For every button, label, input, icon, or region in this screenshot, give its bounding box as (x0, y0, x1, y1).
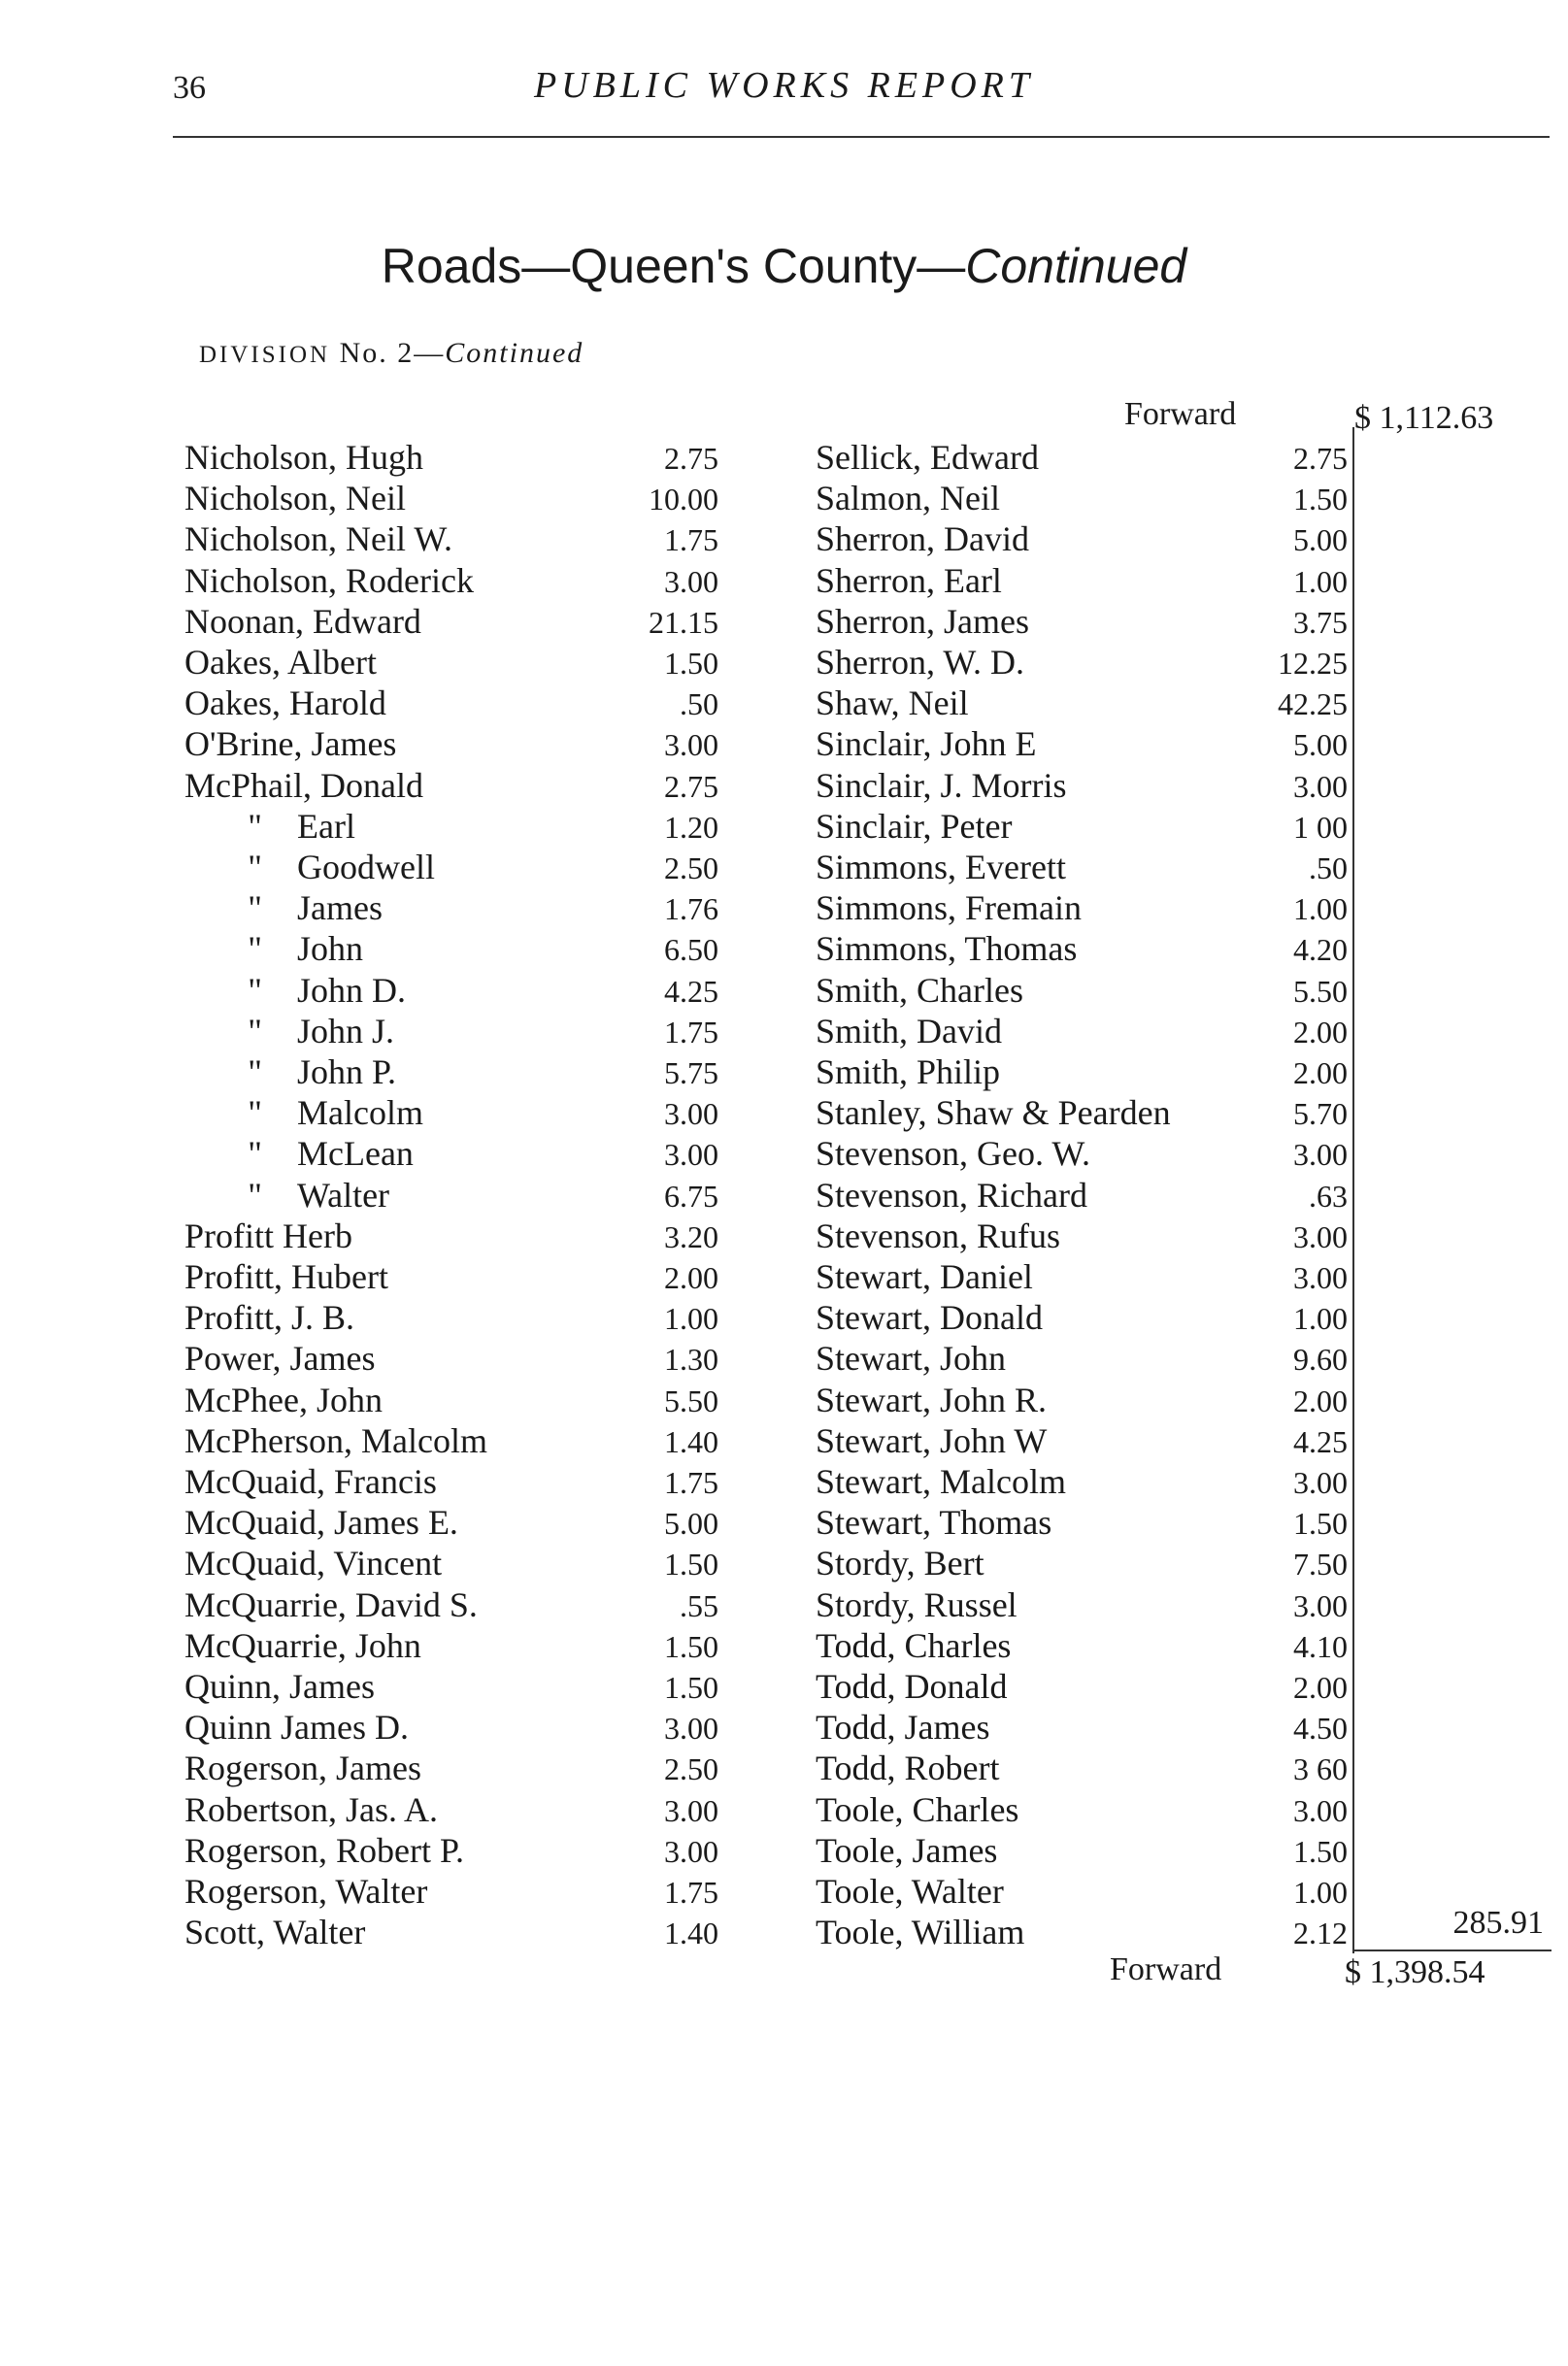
left-entry-name-text: Rogerson, Robert P. (184, 1830, 464, 1870)
left-entry-name (184, 1133, 414, 1174)
left-entry-name-text: Walter (297, 1175, 390, 1215)
left-entry-amount: 4.25 (664, 973, 718, 1009)
left-entry-amount: 6.75 (664, 1178, 718, 1214)
right-entry-amount: 3.00 (1293, 1260, 1348, 1295)
left-entry-name (184, 1380, 383, 1420)
ditto-mark: " (248, 1134, 262, 1174)
right-entry-name: Smith, David (816, 1011, 1003, 1050)
left-entry-name-text: John (297, 929, 364, 969)
ditto-mark: " (248, 929, 262, 969)
left-entry-amount: 3.00 (664, 1833, 718, 1869)
left-entry-amount: 6.50 (664, 932, 718, 968)
left-entry-name-text: Nicholson, Neil W. (184, 519, 452, 559)
left-entry-name (184, 765, 423, 806)
right-entry-name: Todd, Charles (816, 1625, 1012, 1665)
left-entry-name-text: Nicholson, Neil (184, 479, 406, 518)
left-entry-name (184, 683, 386, 723)
right-entry-amount: 2.75 (1293, 441, 1348, 476)
right-entry-amount: 7.50 (1293, 1547, 1348, 1583)
left-entry-name (184, 1502, 458, 1543)
right-entry-name: Stewart, Malcolm (816, 1462, 1066, 1501)
right-entry-amount: 1.00 (1293, 1301, 1348, 1337)
right-entry-name: Stevenson, Geo. W. (816, 1134, 1090, 1174)
left-entry-name-text: James (297, 888, 383, 928)
right-entry-name: Stevenson, Rufus (816, 1216, 1060, 1255)
left-entry-amount: 2.75 (664, 768, 718, 804)
right-entry-amount: .63 (1309, 1178, 1348, 1214)
right-entry-amount: 5.00 (1293, 727, 1348, 763)
right-entry-name: Stewart, John R. (816, 1380, 1047, 1419)
right-entry-amount: .50 (1309, 850, 1348, 885)
right-entry-amount: 9.60 (1293, 1342, 1348, 1378)
right-entry-amount: 3 60 (1293, 1751, 1348, 1787)
left-entry-name-text: Rogerson, Walter (184, 1872, 428, 1911)
right-entry-amount: 3.00 (1293, 1137, 1348, 1173)
left-entry-amount: 3.00 (664, 1711, 718, 1747)
left-entry-name (184, 1216, 352, 1256)
right-entry-amount: 4.25 (1293, 1423, 1348, 1459)
left-entry-name-text: McQuaid, James E. (184, 1503, 458, 1543)
left-entry-name (184, 1707, 409, 1748)
right-entry-name: Stewart, John W (816, 1420, 1048, 1460)
left-entry-amount: 1.00 (664, 1301, 718, 1337)
right-entry-amount: 1.00 (1293, 1875, 1348, 1910)
left-entry-amount: 3.20 (664, 1218, 718, 1254)
left-entry-name-text: McQuarrie, John (184, 1625, 421, 1665)
left-entry-amount: 2.00 (664, 1260, 718, 1295)
right-entry-amount: 4.10 (1293, 1628, 1348, 1664)
left-entry-name-text: Noonan, Edward (184, 601, 421, 641)
left-entry-name-text: Scott, Walter (184, 1913, 366, 1952)
left-entry-amount: 3.00 (664, 1096, 718, 1132)
left-entry-amount: 5.75 (664, 1055, 718, 1090)
right-entry-name: Toole, Charles (816, 1789, 1019, 1829)
left-entry-name-text: Nicholson, Roderick (184, 560, 474, 600)
left-entry-name-text: John P. (297, 1052, 397, 1091)
left-entry-name-text: Rogerson, James (184, 1749, 421, 1788)
left-entry-name (184, 1789, 438, 1830)
right-entry-name: Toole, James (816, 1830, 998, 1870)
page-number: 36 (173, 70, 206, 106)
ditto-mark: " (248, 806, 262, 846)
left-entry-name-text: McQuarrie, David S. (184, 1584, 478, 1624)
left-entry-amount: 21.15 (649, 604, 718, 640)
right-entry-name: Smith, Philip (816, 1052, 1001, 1091)
left-entry-name (184, 1584, 478, 1625)
left-entry-name-text: John D. (297, 970, 407, 1010)
section-title-text: Roads—Queen's County— (381, 239, 966, 293)
subtotal-rule (1352, 1949, 1551, 1951)
left-entry-name (184, 1912, 365, 1952)
left-entry-name-text: McPhail, Donald (184, 765, 423, 805)
forward-top-amount: $ 1,112.63 (1354, 400, 1494, 436)
left-entry-name (184, 601, 421, 642)
left-entry-name (184, 642, 377, 683)
right-entry-name: Stewart, Thomas (816, 1503, 1052, 1543)
left-entry-name-text: Profitt, Hubert (184, 1257, 388, 1296)
left-entry-amount: 3.00 (664, 1792, 718, 1828)
left-entry-amount: 1.20 (664, 809, 718, 845)
ditto-mark: " (248, 970, 262, 1010)
right-entry-name: Sinclair, J. Morris (816, 765, 1067, 805)
right-entry-name: Stevenson, Richard (816, 1175, 1087, 1215)
division-word: DIVISION (199, 342, 331, 368)
left-entry-name-text: Quinn James D. (184, 1708, 409, 1748)
right-entry-amount: 1.50 (1293, 1833, 1348, 1869)
right-entry-name: Sherron, W. D. (816, 643, 1024, 682)
left-entry-name-text: Oakes, Harold (184, 683, 386, 723)
left-entry-amount: 1.50 (664, 1628, 718, 1664)
left-entry-name-text: Nicholson, Hugh (184, 438, 423, 477)
right-entry-name: Sherron, Earl (816, 560, 1002, 600)
left-entry-name-text: O'Brine, James (184, 724, 397, 764)
right-entry-name: Salmon, Neil (816, 479, 1000, 518)
left-entry-name (184, 970, 406, 1011)
left-entry-name (184, 437, 423, 478)
right-entry-amount: 5.50 (1293, 973, 1348, 1009)
right-entry-name: Stewart, John (816, 1339, 1006, 1379)
totals-column-rule (1352, 427, 1354, 1953)
right-entry-name: Sherron, James (816, 601, 1029, 641)
left-entry-amount: 3.00 (664, 727, 718, 763)
left-entry-name (184, 1256, 388, 1297)
section-title (0, 238, 1568, 294)
right-entry-amount: 1 00 (1293, 809, 1348, 845)
right-entry-name: Stewart, Daniel (816, 1257, 1033, 1296)
division-label (199, 337, 584, 370)
right-entry-name: Stordy, Bert (816, 1544, 984, 1583)
right-entry-amount: 2.12 (1293, 1916, 1348, 1951)
left-entry-name-text: John J. (297, 1011, 395, 1050)
right-entry-name: Toole, William (816, 1913, 1025, 1952)
left-entry-name (184, 518, 452, 559)
left-entry-amount: 1.50 (664, 646, 718, 681)
left-entry-amount: 2.75 (664, 441, 718, 476)
right-entry-amount: 1.00 (1293, 563, 1348, 599)
left-entry-name (184, 1011, 394, 1051)
right-entry-amount: 4.50 (1293, 1711, 1348, 1747)
left-entry-name (184, 1830, 464, 1871)
right-entry-name: Stordy, Russel (816, 1584, 1018, 1624)
left-entry-name-text: Profitt, J. B. (184, 1298, 355, 1338)
right-entry-name: Simmons, Fremain (816, 888, 1083, 928)
left-entry-name (184, 1748, 421, 1788)
right-entry-name: Todd, James (816, 1708, 990, 1748)
left-entry-amount: 1.50 (664, 1670, 718, 1705)
left-entry-name (184, 478, 406, 518)
left-entry-amount: 1.50 (664, 1547, 718, 1583)
left-entry-name-text: McPhee, John (184, 1380, 383, 1419)
right-entry-amount: 5.70 (1293, 1096, 1348, 1132)
right-entry-amount: 3.75 (1293, 604, 1348, 640)
right-entry-amount: 42.25 (1278, 686, 1348, 722)
right-entry-name: Stewart, Donald (816, 1298, 1043, 1338)
running-header: PUBLIC WORKS REPORT (533, 65, 1035, 106)
left-entry-name (184, 847, 435, 887)
left-entry-name (184, 806, 355, 847)
ditto-mark: " (248, 1052, 262, 1091)
left-entry-amount: 3.00 (664, 563, 718, 599)
subtotal-amount: 285.91 (1452, 1905, 1544, 1941)
left-entry-name (184, 928, 363, 969)
left-entry-name-text: McLean (297, 1134, 414, 1174)
right-entry-name: Todd, Donald (816, 1667, 1008, 1706)
left-entry-name-text: Goodwell (297, 848, 435, 886)
right-entry-amount: 3.00 (1293, 1792, 1348, 1828)
right-entry-name: Sherron, David (816, 519, 1029, 559)
right-entry-amount: 3.00 (1293, 1218, 1348, 1254)
left-entry-amount: 1.40 (664, 1423, 718, 1459)
left-entry-amount: 2.50 (664, 850, 718, 885)
left-entry-name (184, 560, 474, 601)
left-entry-amount: 1.30 (664, 1342, 718, 1378)
right-entry-amount: 1.50 (1293, 1506, 1348, 1542)
left-entry-name-text: McPherson, Malcolm (184, 1420, 487, 1460)
left-entry-amount: 1.75 (664, 1014, 718, 1050)
left-entry-name-text: Malcolm (297, 1093, 423, 1133)
left-entry-name (184, 1461, 437, 1502)
left-entry-amount: .55 (680, 1587, 718, 1623)
forward-bottom-label: Forward (1110, 1951, 1222, 1987)
left-entry-name (184, 1051, 396, 1092)
right-entry-name: Sellick, Edward (816, 438, 1039, 477)
left-entry-amount: 5.00 (664, 1506, 718, 1542)
right-entry-name: Shaw, Neil (816, 683, 969, 723)
right-entry-name: Toole, Walter (816, 1872, 1004, 1911)
left-entry-name (184, 1338, 376, 1379)
right-entry-name: Sinclair, John E (816, 724, 1037, 764)
left-entry-amount: 1.75 (664, 1875, 718, 1910)
left-entry-name (184, 1420, 487, 1461)
left-entry-amount: 2.50 (664, 1751, 718, 1787)
left-entry-name (184, 887, 383, 928)
right-entry-amount: 2.00 (1293, 1055, 1348, 1090)
left-entry-amount: 1.75 (664, 1465, 718, 1500)
ditto-mark: " (248, 1011, 262, 1050)
left-entry-name (184, 1543, 442, 1583)
right-entry-amount: 5.00 (1293, 522, 1348, 558)
right-entry-name: Todd, Robert (816, 1749, 1000, 1788)
right-entry-name: Smith, Charles (816, 970, 1023, 1010)
left-entry-name (184, 1175, 389, 1216)
right-entry-amount: 12.25 (1278, 646, 1348, 681)
left-entry-name-text: Power, James (184, 1339, 376, 1379)
ditto-mark: " (248, 888, 262, 928)
left-entry-amount: .50 (680, 686, 718, 722)
left-entry-amount: 10.00 (649, 482, 718, 517)
right-entry-name: Stanley, Shaw & Pearden (816, 1093, 1171, 1133)
header-rule (173, 136, 1550, 138)
left-entry-name-text: McQuaid, Vincent (184, 1544, 443, 1583)
left-entry-name-text: Earl (297, 806, 355, 846)
left-entry-amount: 1.40 (664, 1916, 718, 1951)
left-entry-name (184, 1666, 375, 1707)
forward-top-label: Forward (1124, 396, 1237, 432)
ditto-mark: " (248, 1175, 262, 1215)
right-entry-name: Simmons, Everett (816, 848, 1066, 886)
right-entry-name: Simmons, Thomas (816, 929, 1078, 969)
right-entry-amount: 1.50 (1293, 482, 1348, 517)
left-entry-name (184, 1092, 423, 1133)
division-number: No. 2— (339, 337, 446, 369)
left-entry-name-text: McQuaid, Francis (184, 1462, 437, 1501)
ditto-mark: " (248, 1093, 262, 1133)
left-entry-name-text: Oakes, Albert (184, 643, 377, 682)
left-entry-amount: 3.00 (664, 1137, 718, 1173)
left-entry-name (184, 1297, 354, 1338)
forward-bottom-amount: $ 1,398.54 (1345, 1954, 1485, 1990)
left-entry-name-text: Quinn, James (184, 1667, 375, 1706)
right-entry-amount: 4.20 (1293, 932, 1348, 968)
right-entry-amount: 3.00 (1293, 1587, 1348, 1623)
left-entry-name (184, 1625, 421, 1666)
section-title-continued: Continued (965, 239, 1187, 293)
right-entry-name: Sinclair, Peter (816, 806, 1013, 846)
left-entry-name-text: Profitt Herb (184, 1216, 352, 1255)
left-entry-amount: 1.75 (664, 522, 718, 558)
right-entry-amount: 2.00 (1293, 1014, 1348, 1050)
right-entry-amount: 3.00 (1293, 768, 1348, 804)
right-entry-amount: 3.00 (1293, 1465, 1348, 1500)
left-entry-name (184, 723, 396, 764)
left-entry-amount: 5.50 (664, 1383, 718, 1418)
ditto-mark: " (248, 848, 262, 886)
right-entry-amount: 2.00 (1293, 1670, 1348, 1705)
right-entry-amount: 2.00 (1293, 1383, 1348, 1418)
left-entry-amount: 1.76 (664, 891, 718, 927)
right-entry-amount: 1.00 (1293, 891, 1348, 927)
left-entry-name (184, 1871, 427, 1912)
division-continued: Continued (445, 337, 584, 369)
left-entry-name-text: Robertson, Jas. A. (184, 1789, 438, 1829)
